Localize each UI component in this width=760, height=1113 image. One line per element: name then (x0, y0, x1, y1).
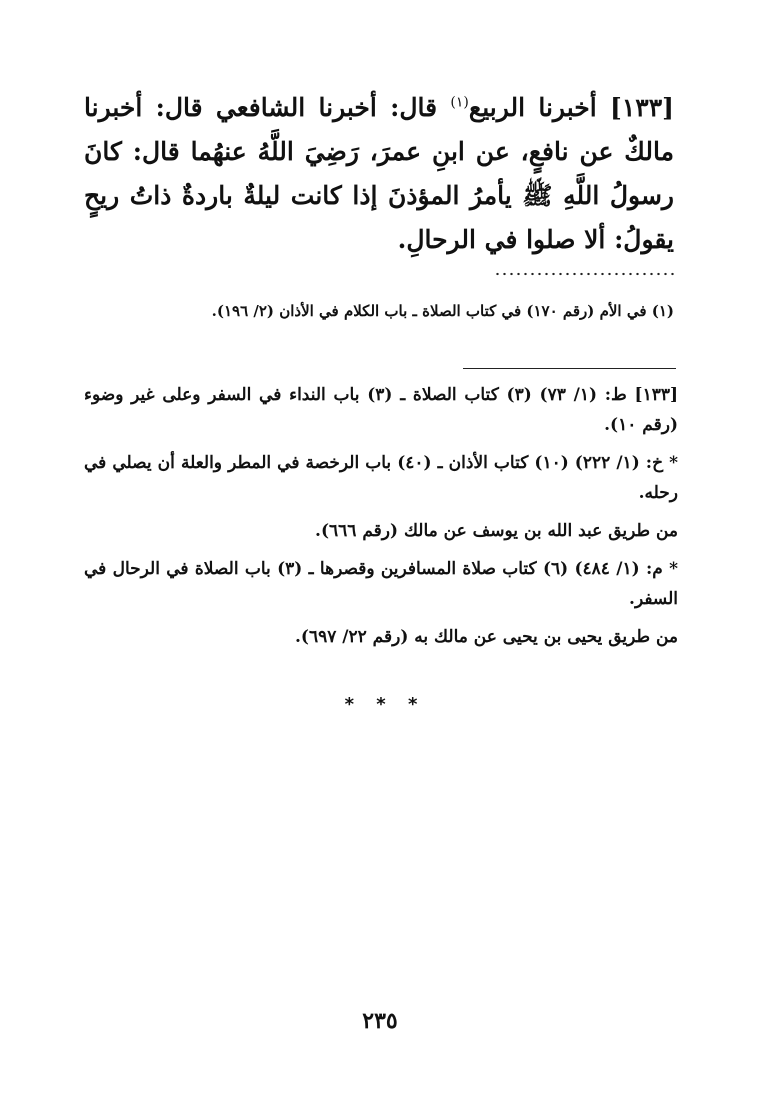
source-bukhari-chain: من طريق عبد الله بن يوسف عن مالك (رقم ٦٦٦). (315, 521, 678, 541)
dotted-divider (494, 268, 676, 280)
sources-divider (463, 368, 676, 369)
footnote-text: (١) في الأم (رقم ١٧٠) في كتاب الصلاة ـ باب الكلام في الأذان (٢/ ١٩٦). (211, 302, 674, 320)
source-muslim: * م: (١/ ٤٨٤) (٦) كتاب صلاة المسافرين وقصرها ـ (٣) باب الصلاة في الرحال في السفر. (84, 559, 678, 609)
sources-section (84, 380, 678, 660)
source-muwatta: [١٣٣] ط: (١/ ٧٣) (٣) كتاب الصلاة ـ (٣) باب النداء في السفر وعلى غير وضوء (رقم ١٠). (84, 385, 679, 435)
hadith-text-body: قال: أخبرنا الشافعي قال: أخبرنا مالكٌ عن نافعٍ، عن ابنِ عمرَ، رَضِيَ اللَّهُ عنهُما قال: كانَ رسولُ اللَّهِ ﷺ يأمرُ المؤذنَ إذا كانت ليلةٌ باردةٌ ذاتُ ريحٍ يقولُ: ألا صلوا في الرحالِ. (84, 93, 674, 254)
hadith-text (84, 86, 674, 262)
footnote-marker: (١) (450, 94, 469, 111)
footnote (84, 298, 674, 324)
source-bukhari: * خ: (١/ ٢٢٢) (١٠) كتاب الأذان ـ (٤٠) باب الرخصة في المطر والعلة أن يصلي في رحله. (84, 453, 678, 503)
hadith-number: [١٣٣] (610, 93, 674, 122)
section-separator: * * * (344, 694, 426, 715)
page-number: ٢٣٥ (362, 1008, 398, 1034)
source-muslim-chain: من طريق يحيى بن يحيى عن مالك به (رقم ٢٢/ ٦٩٧). (294, 627, 678, 647)
hadith-text-opening: أخبرنا الربيع (468, 93, 597, 122)
